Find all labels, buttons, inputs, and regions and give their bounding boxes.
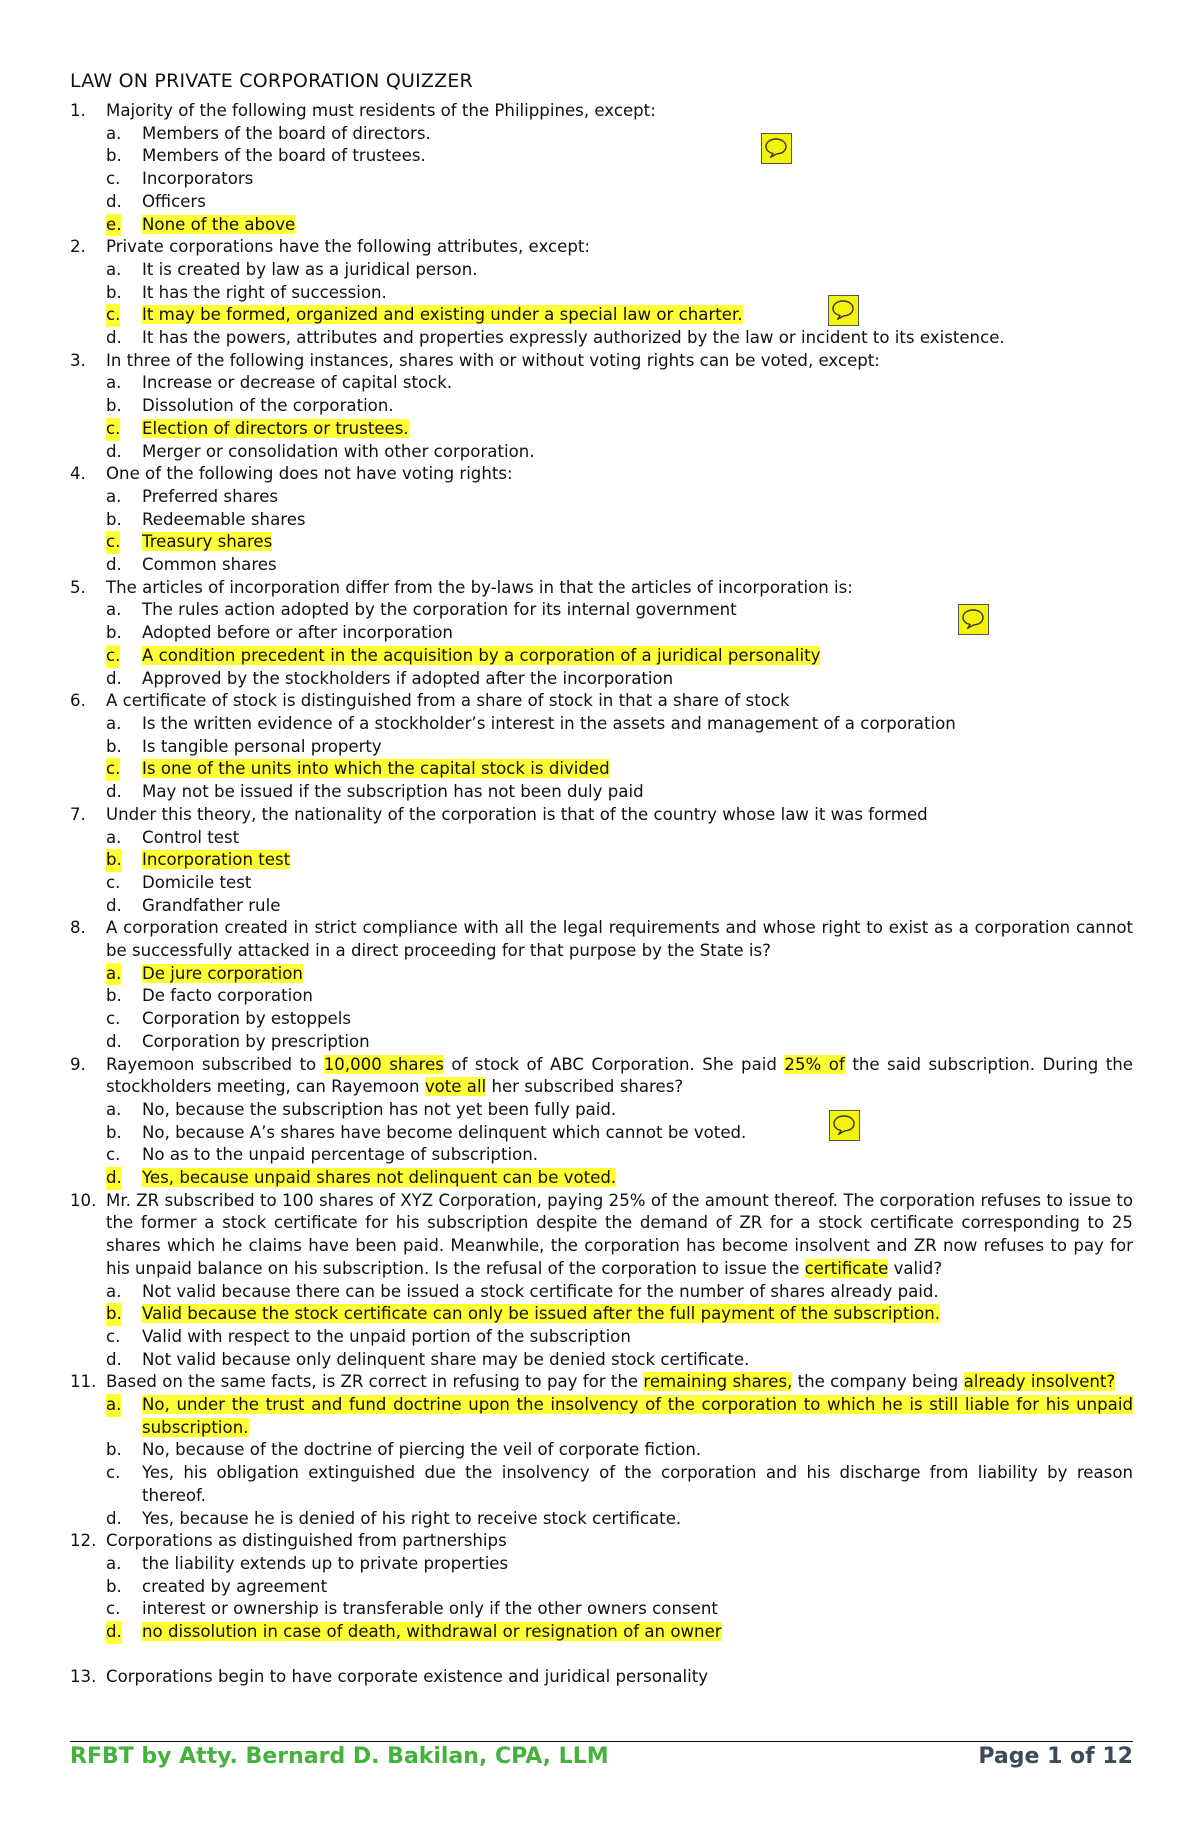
option-text: Members of the board of directors.	[142, 123, 431, 143]
highlighted-text: 10,000 shares	[323, 1054, 444, 1074]
question-text: Rayemoon subscribed to	[106, 1054, 324, 1074]
option-text: Yes, because he is denied of his right to receive stock certificate.	[142, 1508, 682, 1528]
highlighted-text: vote all	[424, 1077, 487, 1097]
comment-icon[interactable]	[958, 604, 989, 635]
answer-option	[70, 1167, 1133, 1190]
answer-option	[70, 645, 1133, 668]
question-text: the said subscription. During the stockholders meeting, can Rayemoon	[106, 1054, 1134, 1097]
option-text: Members of the board of trustees.	[142, 146, 426, 166]
question-text: Under this theory, the nationality of the corporation is that of the country whose law it was formed	[106, 804, 928, 824]
answer-option	[70, 1122, 1133, 1145]
option-text: Control test	[142, 827, 240, 847]
highlighted-answer: Election of directors or trustees.	[142, 418, 409, 438]
footer-author: RFBT by Atty. Bernard D. Bakilan, CPA, LLM	[70, 1744, 609, 1769]
highlighted-answer: Treasury shares	[142, 532, 273, 552]
question-number: 10.	[70, 1190, 97, 1210]
answer-option	[70, 486, 1133, 509]
answer-option	[70, 668, 1133, 691]
question-text: Mr. ZR subscribed to 100 shares of XYZ Corporation, paying 25% of the amount thereof. The corporation refuses to issue to the former a stock certificate for his subscription despite the demand of ZR for a stock certificate corresponding to 25 shares which he claims have been paid. Meanwhile, the corporation has become insolvent and ZR now refuses to pay for his unpaid balance on his subscription. Is the refusal of the corporation to issue the	[106, 1190, 1133, 1278]
answer-option	[70, 1031, 1133, 1054]
option-letter: d.	[106, 1621, 122, 1644]
question-12	[70, 1530, 1133, 1553]
option-letter: c.	[106, 1599, 121, 1619]
answer-option	[70, 191, 1133, 214]
option-letter: d.	[106, 1167, 122, 1190]
option-letter: b.	[106, 509, 122, 529]
comment-icon[interactable]	[761, 133, 792, 164]
option-letter: b.	[106, 1440, 122, 1460]
answer-option	[70, 1553, 1133, 1576]
answer-option	[70, 1326, 1133, 1349]
option-letter: a.	[106, 963, 121, 986]
question-text: A certificate of stock is distinguished from a share of stock in that a share of stock	[106, 691, 790, 711]
option-letter: c.	[106, 1145, 121, 1165]
answer-option	[70, 282, 1133, 305]
option-text: Dissolution of the corporation.	[142, 396, 394, 416]
highlighted-answer: Is one of the units into which the capital stock is divided	[142, 759, 610, 779]
option-letter: c.	[106, 1463, 121, 1483]
option-letter: a.	[106, 373, 122, 393]
question-4	[70, 463, 1133, 486]
answer-option	[70, 1144, 1133, 1167]
option-text: Merger or consolidation with other corporation.	[142, 441, 535, 461]
answer-option	[70, 1303, 1133, 1326]
option-text: No, because of the doctrine of piercing the veil of corporate fiction.	[142, 1440, 702, 1460]
highlighted-answer: It may be formed, organized and existing under a special law or charter.	[142, 305, 743, 325]
question-text: Private corporations have the following attributes, except:	[106, 237, 590, 257]
option-text: The rules action adopted by the corporation for its internal government	[142, 600, 737, 620]
option-letter: d.	[106, 1349, 122, 1369]
highlighted-text: 25% of	[784, 1054, 845, 1074]
document-body	[70, 70, 1133, 1689]
question-10	[70, 1190, 1133, 1281]
option-letter: b.	[106, 623, 122, 643]
answer-option	[70, 758, 1133, 781]
option-letter: c.	[106, 304, 120, 327]
answer-option	[70, 827, 1133, 850]
option-letter: b.	[106, 849, 122, 872]
option-letter: b.	[106, 146, 122, 166]
option-text: No, because A’s shares have become delinquent which cannot be voted.	[142, 1122, 747, 1142]
option-letter: c.	[106, 645, 120, 668]
answer-option	[70, 1281, 1133, 1304]
answer-option	[70, 1008, 1133, 1031]
option-text: Incorporators	[142, 169, 254, 189]
option-letter: d.	[106, 1031, 122, 1051]
option-text: Domicile test	[142, 872, 252, 892]
question-text: A corporation created in strict compliance with all the legal requirements and whose right to exist as a corporation cannot be successfully attacked in a direct proceeding for that purpose by the State is?	[106, 918, 1133, 961]
option-text: the liability extends up to private properties	[142, 1554, 509, 1573]
question-number: 4.	[70, 464, 86, 484]
question-number: 13.	[70, 1666, 97, 1686]
option-text: Not valid because there can be issued a stock certificate for the number of shares already paid.	[142, 1281, 939, 1301]
question-13	[70, 1666, 1133, 1689]
answer-option	[70, 736, 1133, 759]
question-text: The articles of incorporation differ from the by-laws in that the articles of incorporation is:	[106, 577, 853, 597]
highlighted-answer: A condition precedent in the acquisition by a corporation of a juridical personality	[142, 645, 821, 665]
question-11	[70, 1371, 1133, 1394]
question-number: 12.	[70, 1531, 97, 1551]
question-3	[70, 350, 1133, 373]
option-letter: c.	[106, 1326, 121, 1346]
answer-option	[70, 304, 1133, 327]
option-text: Is tangible personal property	[142, 736, 382, 756]
answer-option	[70, 259, 1133, 282]
question-text: Corporations as distinguished from partnerships	[106, 1531, 507, 1551]
question-9	[70, 1054, 1133, 1099]
question-text: Majority of the following must residents of the Philippines, except:	[106, 101, 656, 120]
question-text: Based on the same facts, is ZR correct in refusing to pay for the	[106, 1372, 644, 1392]
option-letter: a.	[106, 259, 122, 279]
option-text: Approved by the stockholders if adopted after the incorporation	[142, 668, 674, 688]
option-text: No as to the unpaid percentage of subscription.	[142, 1145, 539, 1165]
highlighted-answer: None of the above	[142, 214, 296, 234]
question-number: 9.	[70, 1054, 86, 1074]
option-letter: b.	[106, 1122, 122, 1142]
question-number: 1.	[70, 101, 86, 120]
option-letter: a.	[106, 1554, 122, 1573]
question-number: 5.	[70, 577, 86, 597]
option-letter: a.	[106, 123, 122, 143]
option-letter: c.	[106, 1009, 121, 1029]
option-letter: d.	[106, 328, 122, 348]
option-letter: d.	[106, 895, 122, 915]
option-letter: a.	[106, 1281, 122, 1301]
option-letter: c.	[106, 418, 120, 441]
question-text: of stock of ABC Corporation. She paid	[443, 1054, 785, 1074]
question-1	[70, 100, 1133, 123]
option-text: interest or ownership is transferable only if the other owners consent	[142, 1599, 718, 1619]
question-text: the company being	[792, 1372, 964, 1392]
question-list	[70, 100, 1133, 1644]
highlighted-text: certificate	[804, 1258, 889, 1278]
option-text: Corporation by prescription	[142, 1031, 370, 1051]
option-text: Grandfather rule	[142, 895, 281, 915]
option-text: Preferred shares	[142, 486, 279, 506]
option-text: It has the powers, attributes and properties expressly authorized by the law or incident to its existence.	[142, 328, 1005, 348]
answer-option	[70, 872, 1133, 895]
question-text: Corporations begin to have corporate existence and juridical personality	[106, 1666, 709, 1686]
option-letter: a.	[106, 600, 122, 620]
option-letter: c.	[106, 531, 120, 554]
option-text: Adopted before or after incorporation	[142, 623, 453, 643]
option-letter: c.	[106, 758, 120, 781]
option-text: Corporation by estoppels	[142, 1009, 351, 1029]
answer-option	[70, 1394, 1133, 1439]
answer-option	[70, 985, 1133, 1008]
option-text: Redeemable shares	[142, 509, 306, 529]
option-letter: a.	[106, 713, 122, 733]
answer-option	[70, 372, 1133, 395]
highlighted-text: remaining shares,	[643, 1372, 793, 1392]
option-letter: d.	[106, 1508, 122, 1528]
answer-option	[70, 395, 1133, 418]
option-letter: b.	[106, 1303, 122, 1326]
option-letter: b.	[106, 736, 122, 756]
question-2	[70, 236, 1133, 259]
answer-option	[70, 509, 1133, 532]
question-5	[70, 577, 1133, 600]
document-title: LAW ON PRIVATE CORPORATION QUIZZER	[70, 70, 473, 92]
question-number: 11.	[70, 1372, 97, 1392]
highlighted-answer: Valid because the stock certificate can only be issued after the full payment of the subscription.	[142, 1304, 941, 1324]
answer-option	[70, 554, 1133, 577]
answer-option	[70, 145, 1133, 168]
answer-option	[70, 781, 1133, 804]
option-text: Common shares	[142, 555, 277, 575]
option-text: Not valid because only delinquent share may be denied stock certificate.	[142, 1349, 750, 1369]
answer-option	[70, 441, 1133, 464]
answer-option	[70, 713, 1133, 736]
option-letter: a.	[106, 1099, 122, 1119]
question-text: valid?	[888, 1258, 943, 1278]
option-letter: a.	[106, 486, 122, 506]
option-letter: b.	[106, 986, 122, 1006]
answer-option	[70, 1576, 1133, 1599]
option-text: Officers	[142, 191, 206, 211]
question-number: 8.	[70, 918, 86, 938]
option-letter: b.	[106, 396, 122, 416]
option-text: Yes, his obligation extinguished due the insolvency of the corporation and his discharge from liability by reason thereof.	[142, 1463, 1133, 1505]
option-text: Valid with respect to the unpaid portion of the subscription	[142, 1326, 631, 1346]
question-number: 2.	[70, 237, 86, 257]
answer-option	[70, 1621, 1133, 1644]
question-text: One of the following does not have voting rights:	[106, 464, 513, 484]
question-7	[70, 804, 1133, 827]
question-8	[70, 917, 1133, 962]
option-letter: d.	[106, 555, 122, 575]
answer-option	[70, 123, 1133, 146]
comment-icon[interactable]	[828, 295, 859, 326]
answer-option	[70, 531, 1133, 554]
highlighted-answer: De jure corporation	[142, 963, 303, 983]
option-text: created by agreement	[142, 1576, 328, 1596]
highlighted-answer: Incorporation test	[142, 850, 291, 870]
question-6	[70, 690, 1133, 713]
option-letter: d.	[106, 441, 122, 461]
question-number: 3.	[70, 350, 86, 370]
answer-option	[70, 327, 1133, 350]
answer-option	[70, 214, 1133, 237]
answer-option	[70, 1349, 1133, 1372]
option-letter: e.	[106, 214, 121, 237]
highlighted-answer: no dissolution in case of death, withdrawal or resignation of an owner	[142, 1622, 722, 1642]
answer-option	[70, 168, 1133, 191]
answer-option	[70, 1598, 1133, 1621]
option-letter: c.	[106, 169, 121, 189]
highlighted-text: already insolvent?	[963, 1372, 1116, 1392]
option-text: De facto corporation	[142, 986, 313, 1006]
highlighted-answer: No, under the trust and fund doctrine upon the insolvency of the corporation to which he is still liable for his unpaid subscription.	[142, 1395, 1133, 1437]
option-letter: b.	[106, 282, 122, 302]
question-text: her subscribed shares?	[486, 1077, 684, 1097]
option-letter: b.	[106, 1576, 122, 1596]
highlighted-answer: Yes, because unpaid shares not delinquent can be voted.	[142, 1168, 617, 1188]
answer-option	[70, 1462, 1133, 1507]
comment-icon[interactable]	[829, 1110, 860, 1141]
option-text: It has the right of succession.	[142, 282, 387, 302]
question-text: In three of the following instances, shares with or without voting rights can be voted, except:	[106, 350, 880, 370]
answer-option	[70, 1508, 1133, 1531]
option-text: No, because the subscription has not yet been fully paid.	[142, 1099, 617, 1119]
option-text: Is the written evidence of a stockholder’s interest in the assets and management of a corporation	[142, 713, 956, 733]
answer-option	[70, 418, 1133, 441]
option-letter: a.	[106, 1394, 121, 1417]
footer-divider	[70, 1741, 1133, 1742]
answer-option	[70, 1099, 1133, 1122]
page-number: Page 1 of 12	[978, 1744, 1133, 1769]
option-letter: c.	[106, 872, 121, 892]
question-number: 6.	[70, 691, 86, 711]
option-text: May not be issued if the subscription has not been duly paid	[142, 782, 644, 802]
answer-option	[70, 895, 1133, 918]
option-text: It is created by law as a juridical person.	[142, 259, 478, 279]
answer-option	[70, 1439, 1133, 1462]
question-number: 7.	[70, 804, 86, 824]
option-letter: d.	[106, 782, 122, 802]
answer-option	[70, 849, 1133, 872]
option-letter: a.	[106, 827, 122, 847]
option-text: Increase or decrease of capital stock.	[142, 373, 453, 393]
option-letter: d.	[106, 191, 122, 211]
option-letter: d.	[106, 668, 122, 688]
answer-option	[70, 963, 1133, 986]
